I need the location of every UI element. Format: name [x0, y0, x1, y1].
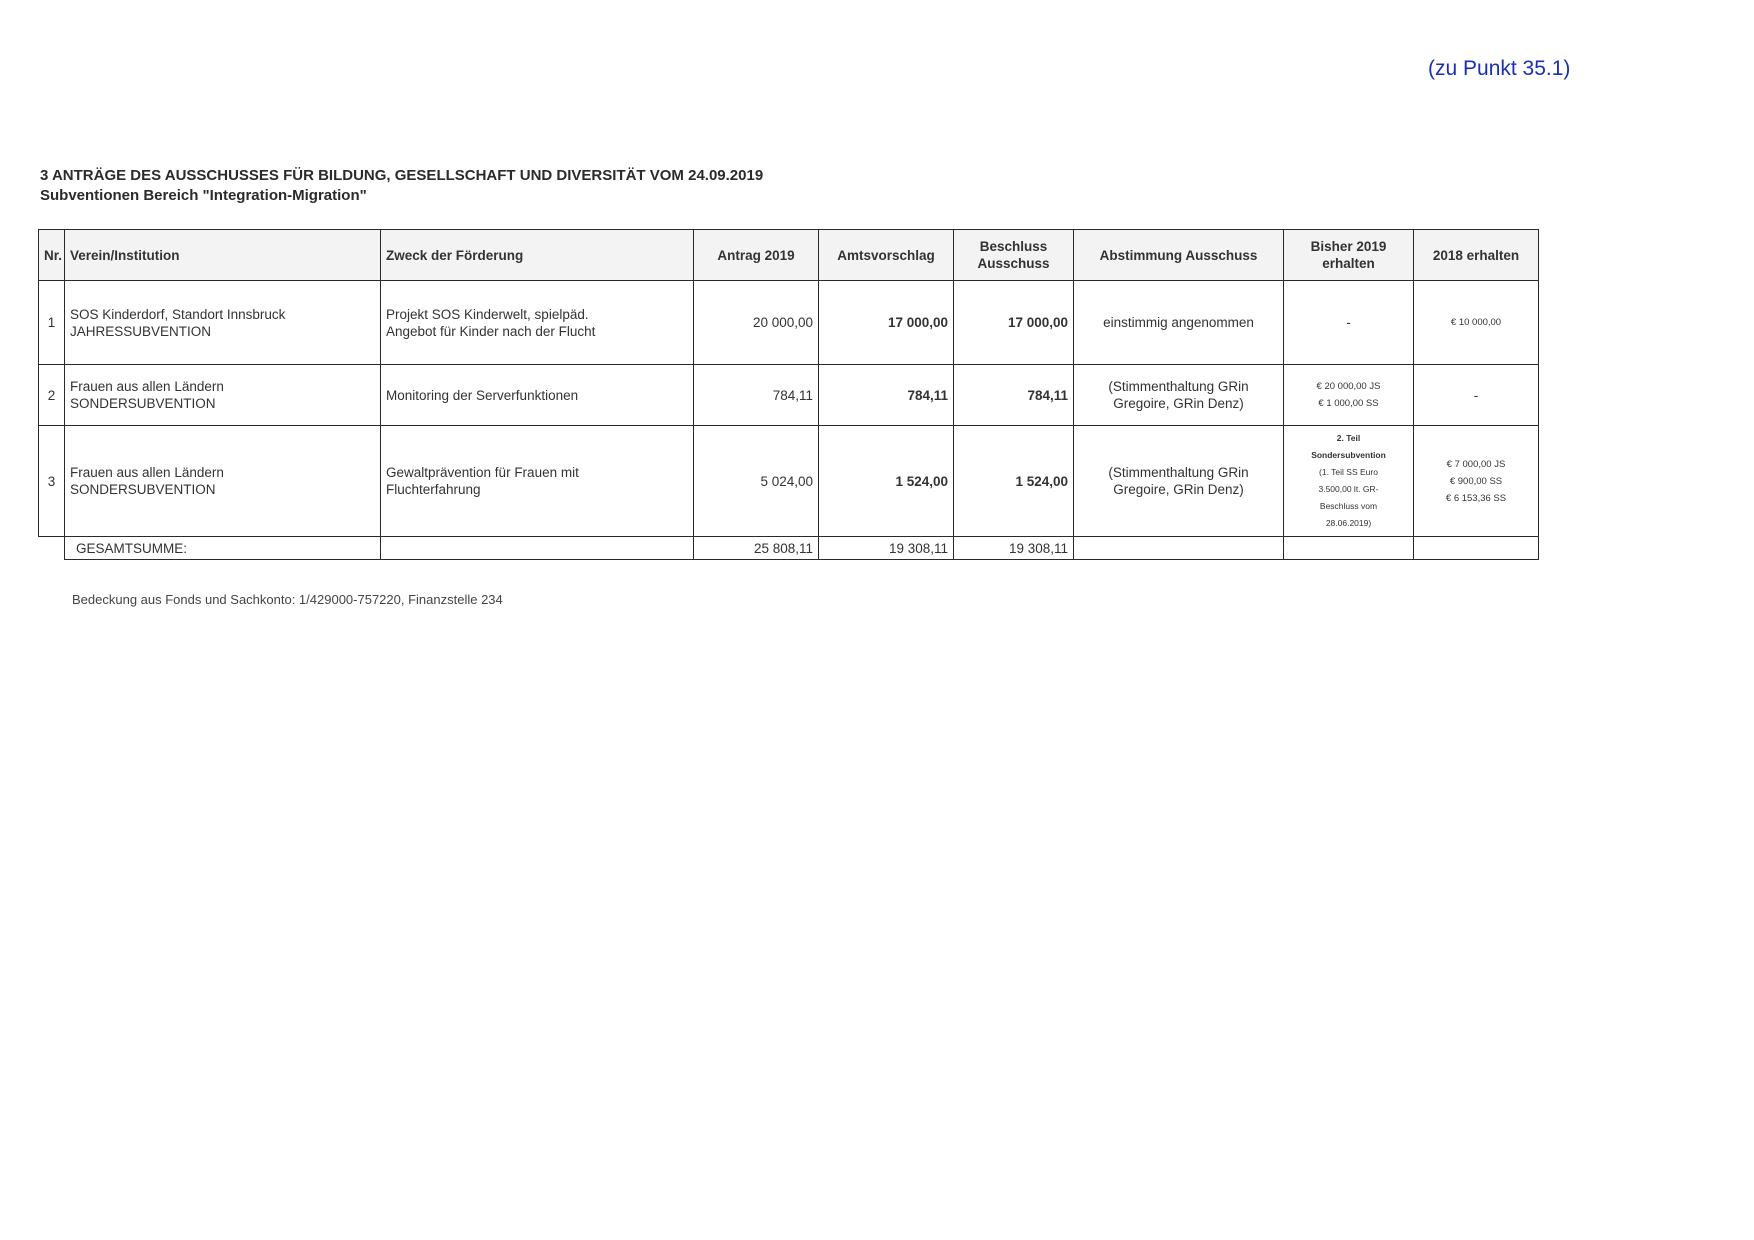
abstimmung-line: (Stimmenthaltung GRin — [1108, 379, 1249, 394]
row-beschluss: 17 000,00 — [954, 281, 1074, 365]
total-blank-cell — [39, 537, 65, 560]
row-verein — [65, 365, 381, 426]
heading-subtitle: Subventionen Bereich "Integration-Migration" — [40, 187, 367, 204]
total-abstimmung-blank — [1074, 537, 1284, 560]
document-heading — [40, 166, 763, 206]
row-verein — [65, 281, 381, 365]
zweck-line: Fluchterfahrung — [386, 482, 481, 497]
row-2018 — [1414, 365, 1539, 426]
zweck-line: Gewaltprävention für Frauen mit — [386, 465, 579, 480]
row-nr: 2 — [39, 365, 65, 426]
col-header-verein: Verein/Institution — [65, 230, 381, 281]
col-header-bisher: Bisher 2019 erhalten — [1284, 230, 1414, 281]
abstimmung-line: einstimmig angenommen — [1103, 315, 1254, 330]
verein-type: SONDERSUBVENTION — [70, 482, 216, 497]
total-row — [39, 537, 1539, 560]
bisher-line: Sondersubvention — [1311, 450, 1386, 460]
row-zweck — [381, 426, 694, 537]
total-antrag: 25 808,11 — [694, 537, 819, 560]
total-bisher-blank — [1284, 537, 1414, 560]
row-amtsvorschlag: 1 524,00 — [819, 426, 954, 537]
table-header-row — [39, 230, 1539, 281]
row-beschluss: 784,11 — [954, 365, 1074, 426]
row-zweck — [381, 365, 694, 426]
row-amtsvorschlag: 17 000,00 — [819, 281, 954, 365]
row-antrag: 784,11 — [694, 365, 819, 426]
col-header-2018: 2018 erhalten — [1414, 230, 1539, 281]
row-nr: 3 — [39, 426, 65, 537]
agenda-reference: (zu Punkt 35.1) — [1428, 57, 1571, 80]
erhalten-2018-line: € 6 153,36 SS — [1445, 492, 1507, 504]
col-header-zweck: Zweck der Förderung — [381, 230, 694, 281]
row-amtsvorschlag: 784,11 — [819, 365, 954, 426]
row-bisher — [1284, 365, 1414, 426]
row-verein — [65, 426, 381, 537]
bisher-line: 2. Teil — [1336, 433, 1361, 443]
total-beschluss: 19 308,11 — [954, 537, 1074, 560]
row-2018 — [1414, 426, 1539, 537]
row-bisher — [1284, 281, 1414, 365]
row-abstimmung — [1074, 281, 1284, 365]
col-header-amtsvorschlag: Amtsvorschlag — [819, 230, 954, 281]
row-2018 — [1414, 281, 1539, 365]
col-header-nr: Nr. — [39, 230, 65, 281]
abstimmung-line: Gregoire, GRin Denz) — [1113, 396, 1244, 411]
abstimmung-line: (Stimmenthaltung GRin — [1108, 465, 1249, 480]
verein-name: Frauen aus allen Ländern — [70, 379, 224, 394]
total-label-text: GESAMTSUMME: — [76, 540, 188, 556]
erhalten-2018-line: € 7 000,00 JS — [1446, 458, 1506, 470]
row-zweck — [381, 281, 694, 365]
table-row — [39, 365, 1539, 426]
funding-source-note: Bedeckung aus Fonds und Sachkonto: 1/429000-757220, Finanzstelle 234 — [72, 592, 503, 607]
col-header-antrag: Antrag 2019 — [694, 230, 819, 281]
total-label — [65, 537, 381, 560]
bisher-line: € 20 000,00 JS — [1316, 381, 1381, 392]
total-2018-blank — [1414, 537, 1539, 560]
row-nr: 1 — [39, 281, 65, 365]
table-row — [39, 426, 1539, 537]
verein-name: Frauen aus allen Ländern — [70, 465, 224, 480]
row-antrag: 5 024,00 — [694, 426, 819, 537]
row-antrag: 20 000,00 — [694, 281, 819, 365]
verein-type: SONDERSUBVENTION — [70, 396, 216, 411]
erhalten-2018-line: - — [1473, 387, 1479, 403]
bisher-line: 3.500,00 lt. GR- — [1318, 484, 1379, 494]
erhalten-2018-line: € 900,00 SS — [1449, 475, 1503, 487]
bisher-line: 28.06.2019) — [1325, 518, 1372, 528]
col-header-beschluss: Beschluss Ausschuss — [954, 230, 1074, 281]
bisher-line: (1. Teil SS Euro — [1319, 467, 1378, 477]
abstimmung-line: Gregoire, GRin Denz) — [1113, 482, 1244, 497]
row-beschluss: 1 524,00 — [954, 426, 1074, 537]
subsidy-table — [38, 229, 1539, 560]
verein-type: JAHRESSUBVENTION — [70, 323, 212, 339]
row-abstimmung — [1074, 365, 1284, 426]
erhalten-2018-line: € 10 000,00 — [1450, 317, 1502, 328]
col-header-abstimmung: Abstimmung Ausschuss — [1074, 230, 1284, 281]
bisher-line: € 1 000,00 SS — [1318, 398, 1379, 409]
total-zweck-blank — [381, 537, 694, 560]
verein-name: SOS Kinderdorf, Standort Innsbruck — [70, 306, 286, 322]
bisher-line: - — [1346, 315, 1351, 330]
zweck-line: Monitoring der Serverfunktionen — [386, 387, 579, 403]
zweck-line: Projekt SOS Kinderwelt, spielpäd. — [386, 306, 589, 322]
row-abstimmung — [1074, 426, 1284, 537]
heading-title: 3 ANTRÄGE DES AUSSCHUSSES FÜR BILDUNG, GESELLSCHAFT UND DIVERSITÄT VOM 24.09.2019 — [40, 167, 764, 184]
bisher-line: Beschluss vom — [1319, 501, 1378, 511]
total-amtsvorschlag: 19 308,11 — [819, 537, 954, 560]
zweck-line: Angebot für Kinder nach der Flucht — [386, 323, 596, 339]
row-bisher — [1284, 426, 1414, 537]
table-row — [39, 281, 1539, 365]
